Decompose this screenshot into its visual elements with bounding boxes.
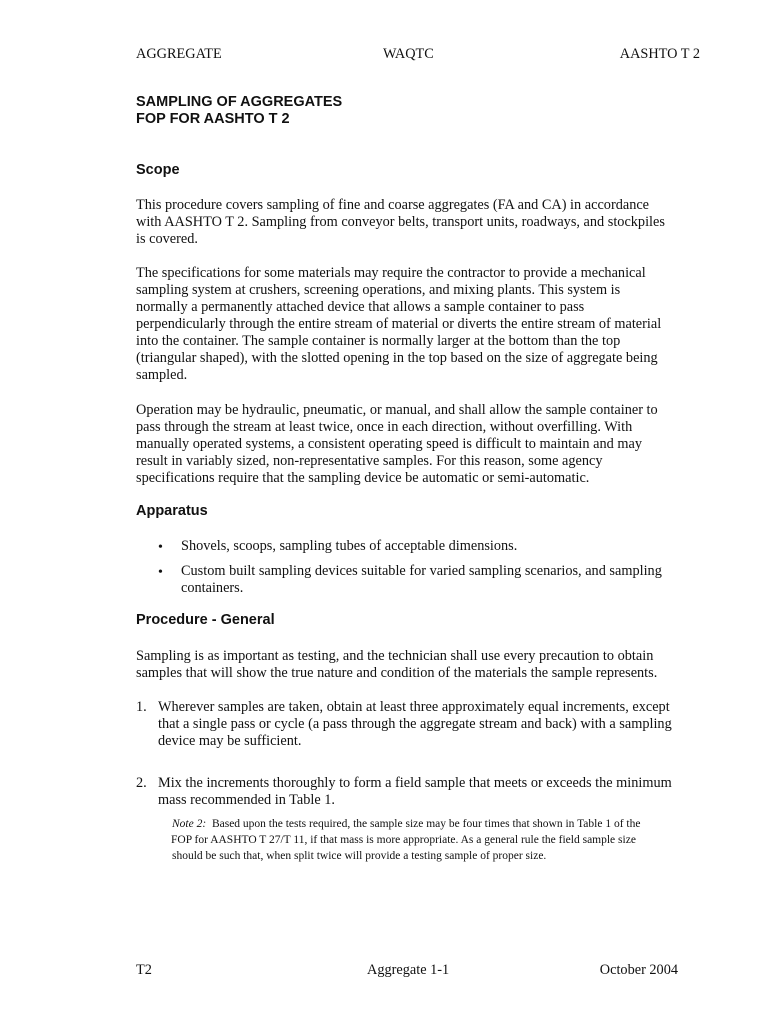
text-line: perpendicularly through the entire stream of material or diverts the entire stream of material: [136, 316, 662, 332]
list-number: 1.: [136, 699, 147, 715]
note-line: should be such that, when split twice will provide a testing sample of proper size.: [172, 850, 547, 862]
bullet-icon: •: [158, 565, 163, 580]
title-line-2: FOP FOR AASHTO T 2: [136, 111, 290, 127]
text-line: Mix the increments thoroughly to form a field sample that meets or exceeds the minimum: [158, 775, 672, 791]
note-line: [172, 816, 712, 832]
scope-paragraph-3: [136, 402, 711, 487]
document-title: [136, 94, 342, 128]
procedure-item-2: [158, 775, 711, 809]
text-line: Operation may be hydraulic, pneumatic, or manual, and shall allow the sample container to: [136, 402, 658, 418]
text-line: that a single pass or cycle (a pass through the aggregate stream and back) with a sampling: [158, 716, 672, 732]
text-line: Shovels, scoops, sampling tubes of acceptable dimensions.: [181, 538, 518, 554]
text-line: result in variably sized, non-representative samples. For this reason, some agency: [136, 453, 603, 469]
note-text: Based upon the tests required, the sample size may be four times that shown in Table 1 of the: [211, 818, 641, 830]
text-line: mass recommended in Table 1.: [158, 792, 336, 808]
text-line: is covered.: [136, 231, 198, 247]
text-line: The specifications for some materials may require the contractor to provide a mechanical: [136, 265, 646, 281]
scope-paragraph-1: [136, 197, 711, 248]
text-line: Wherever samples are taken, obtain at least three approximately equal increments, except: [158, 699, 670, 715]
bullet-icon: •: [158, 540, 163, 555]
text-line: samples that will show the true nature and condition of the materials the sample represents.: [136, 665, 658, 681]
text-line: specifications require that the sampling device be automatic or semi-automatic.: [136, 470, 590, 486]
scope-paragraph-2: [136, 265, 711, 384]
title-line-1: SAMPLING OF AGGREGATES: [136, 94, 343, 110]
text-line: into the container. The sample container is normally larger at the bottom than the top: [136, 333, 621, 349]
text-line: sampled.: [136, 367, 188, 383]
text-line: normally a permanently attached device that allows a sample container to pass: [136, 299, 585, 315]
text-line: manually operated systems, a consistent operating speed is difficult to maintain and may: [136, 436, 642, 452]
note-2: [172, 816, 712, 864]
procedure-paragraph: [136, 648, 711, 682]
header-left: AGGREGATE: [136, 46, 222, 62]
text-line: pass through the stream at least twice, once in each direction, without overfilling. With: [136, 419, 633, 435]
procedure-heading: Procedure - General: [136, 612, 275, 628]
text-line: device may be sufficient.: [158, 733, 302, 749]
scope-heading: Scope: [136, 162, 180, 178]
text-line: sampling system at crushers, screening operations, and mixing plants. This system is: [136, 282, 621, 298]
note-label: Note 2:: [172, 818, 207, 830]
footer-right: October 2004: [599, 962, 678, 978]
text-line: Sampling is as important as testing, and the technician shall use every precaution to obtain: [136, 648, 654, 664]
apparatus-heading: Apparatus: [136, 503, 208, 519]
note-line: FOP for AASHTO T 27/T 11, if that mass is more appropriate. As a general rule the field sample size: [171, 834, 636, 846]
text-line: This procedure covers sampling of fine and coarse aggregates (FA and CA) in accordance: [136, 197, 650, 213]
apparatus-item-2: [181, 563, 711, 597]
footer-left: T2: [136, 962, 152, 978]
text-line: with AASHTO T 2. Sampling from conveyor belts, transport units, roadways, and stockpiles: [136, 214, 665, 230]
text-line: containers.: [181, 580, 244, 596]
apparatus-item-1: [181, 538, 711, 555]
header-center: WAQTC: [383, 46, 434, 62]
list-number: 2.: [136, 775, 147, 791]
procedure-item-1: [158, 699, 711, 750]
text-line: Custom built sampling devices suitable for varied sampling scenarios, and sampling: [181, 563, 662, 579]
footer-center: Aggregate 1-1: [367, 962, 450, 978]
header-right: AASHTO T 2: [619, 46, 700, 62]
text-line: (triangular shaped), with the slotted opening in the top based on the size of aggregate being: [136, 350, 658, 366]
